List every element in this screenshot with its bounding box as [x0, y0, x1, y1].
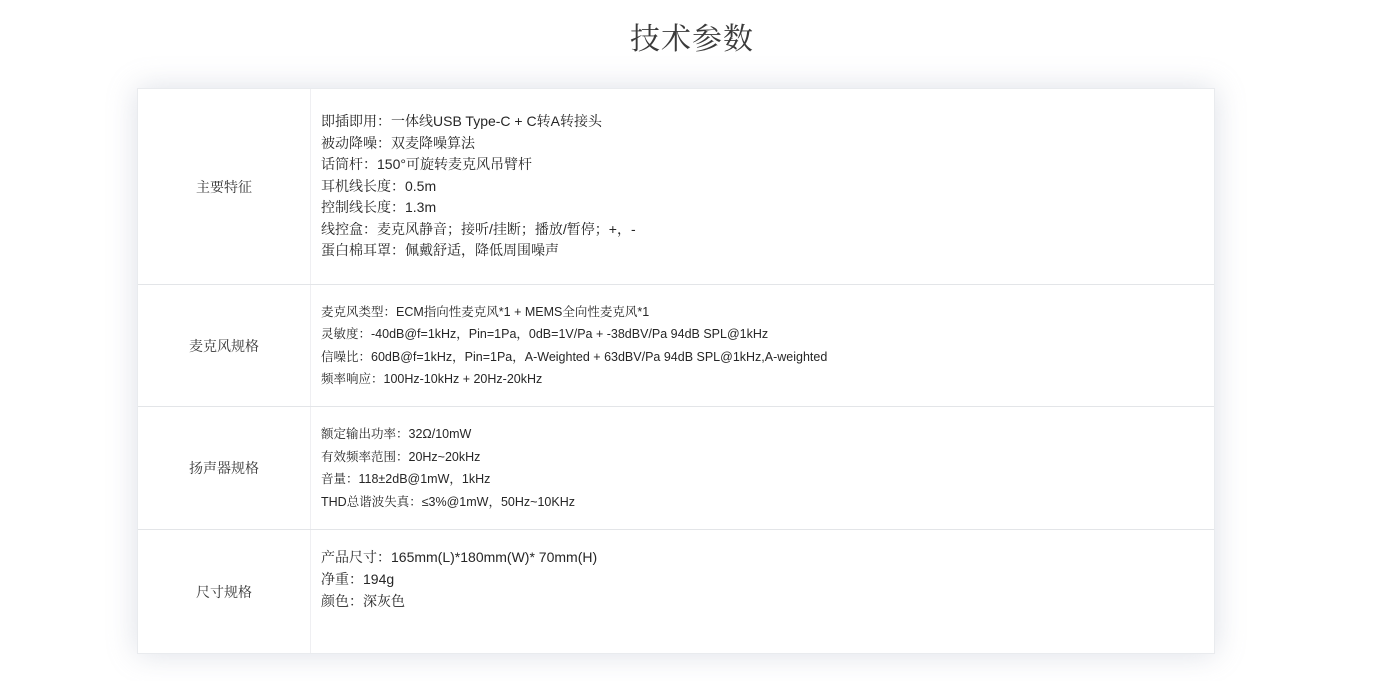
row-content-main-features	[311, 89, 1214, 284]
spec-line: 即插即用：一体线USB Type-C + C转A转接头	[321, 113, 602, 130]
spec-line: THD总谐波失真：≤3%@1mW，50Hz~10KHz	[321, 494, 575, 509]
page-title: 技术参数	[630, 23, 754, 56]
spec-line: 频率响应：100Hz-10kHz + 20Hz-20kHz	[321, 372, 543, 386]
spec-line: 颜色：深灰色	[321, 593, 405, 609]
spec-line: 产品尺寸：165mm(L)*180mm(W)* 70mm(H)	[321, 549, 598, 565]
spec-line: 话筒杆：150°可旋转麦克风吊臂杆	[321, 156, 532, 173]
spec-line: 线控盒：麦克风静音；接听/挂断；播放/暂停；+，-	[321, 220, 636, 237]
spec-row-dimensions	[138, 529, 1214, 653]
spec-page	[0, 22, 1384, 654]
spec-line: 控制线长度：1.3m	[321, 199, 437, 216]
spec-row-microphone	[138, 284, 1214, 406]
row-label-main-features: 主要特征	[138, 89, 311, 284]
spec-line: 信噪比：60dB@f=1kHz，Pin=1Pa，A-Weighted + 63dBV/Pa 94dB SPL@1kHz,A-weighted	[321, 349, 828, 364]
row-content-dimensions	[311, 530, 1214, 653]
row-label-dimensions: 尺寸规格	[138, 530, 311, 653]
spec-line: 音量：118±2dB@1mW，1kHz	[321, 472, 491, 486]
spec-table	[137, 88, 1215, 654]
spec-line: 蛋白棉耳罩：佩戴舒适，降低周围噪声	[321, 242, 559, 259]
row-label-speaker: 扬声器规格	[138, 407, 311, 529]
spec-row-speaker	[138, 406, 1214, 529]
spec-line: 净重：194g	[321, 571, 395, 587]
spec-line: 麦克风类型：ECM指向性麦克风*1 + MEMS全向性麦克风*1	[321, 304, 650, 319]
spec-line: 灵敏度：-40dB@f=1kHz，Pin=1Pa，0dB=1V/Pa + -38dBV/Pa 94dB SPL@1kHz	[321, 327, 769, 341]
row-label-microphone: 麦克风规格	[138, 285, 311, 406]
row-content-microphone	[311, 285, 1214, 406]
spec-line: 被动降噪：双麦降噪算法	[321, 134, 475, 151]
spec-line: 耳机线长度：0.5m	[321, 177, 437, 194]
spec-line: 额定输出功率：32Ω/10mW	[321, 427, 472, 441]
row-content-speaker	[311, 407, 1214, 529]
spec-row-main-features	[138, 89, 1214, 284]
spec-line: 有效频率范围：20Hz~20kHz	[321, 449, 481, 464]
